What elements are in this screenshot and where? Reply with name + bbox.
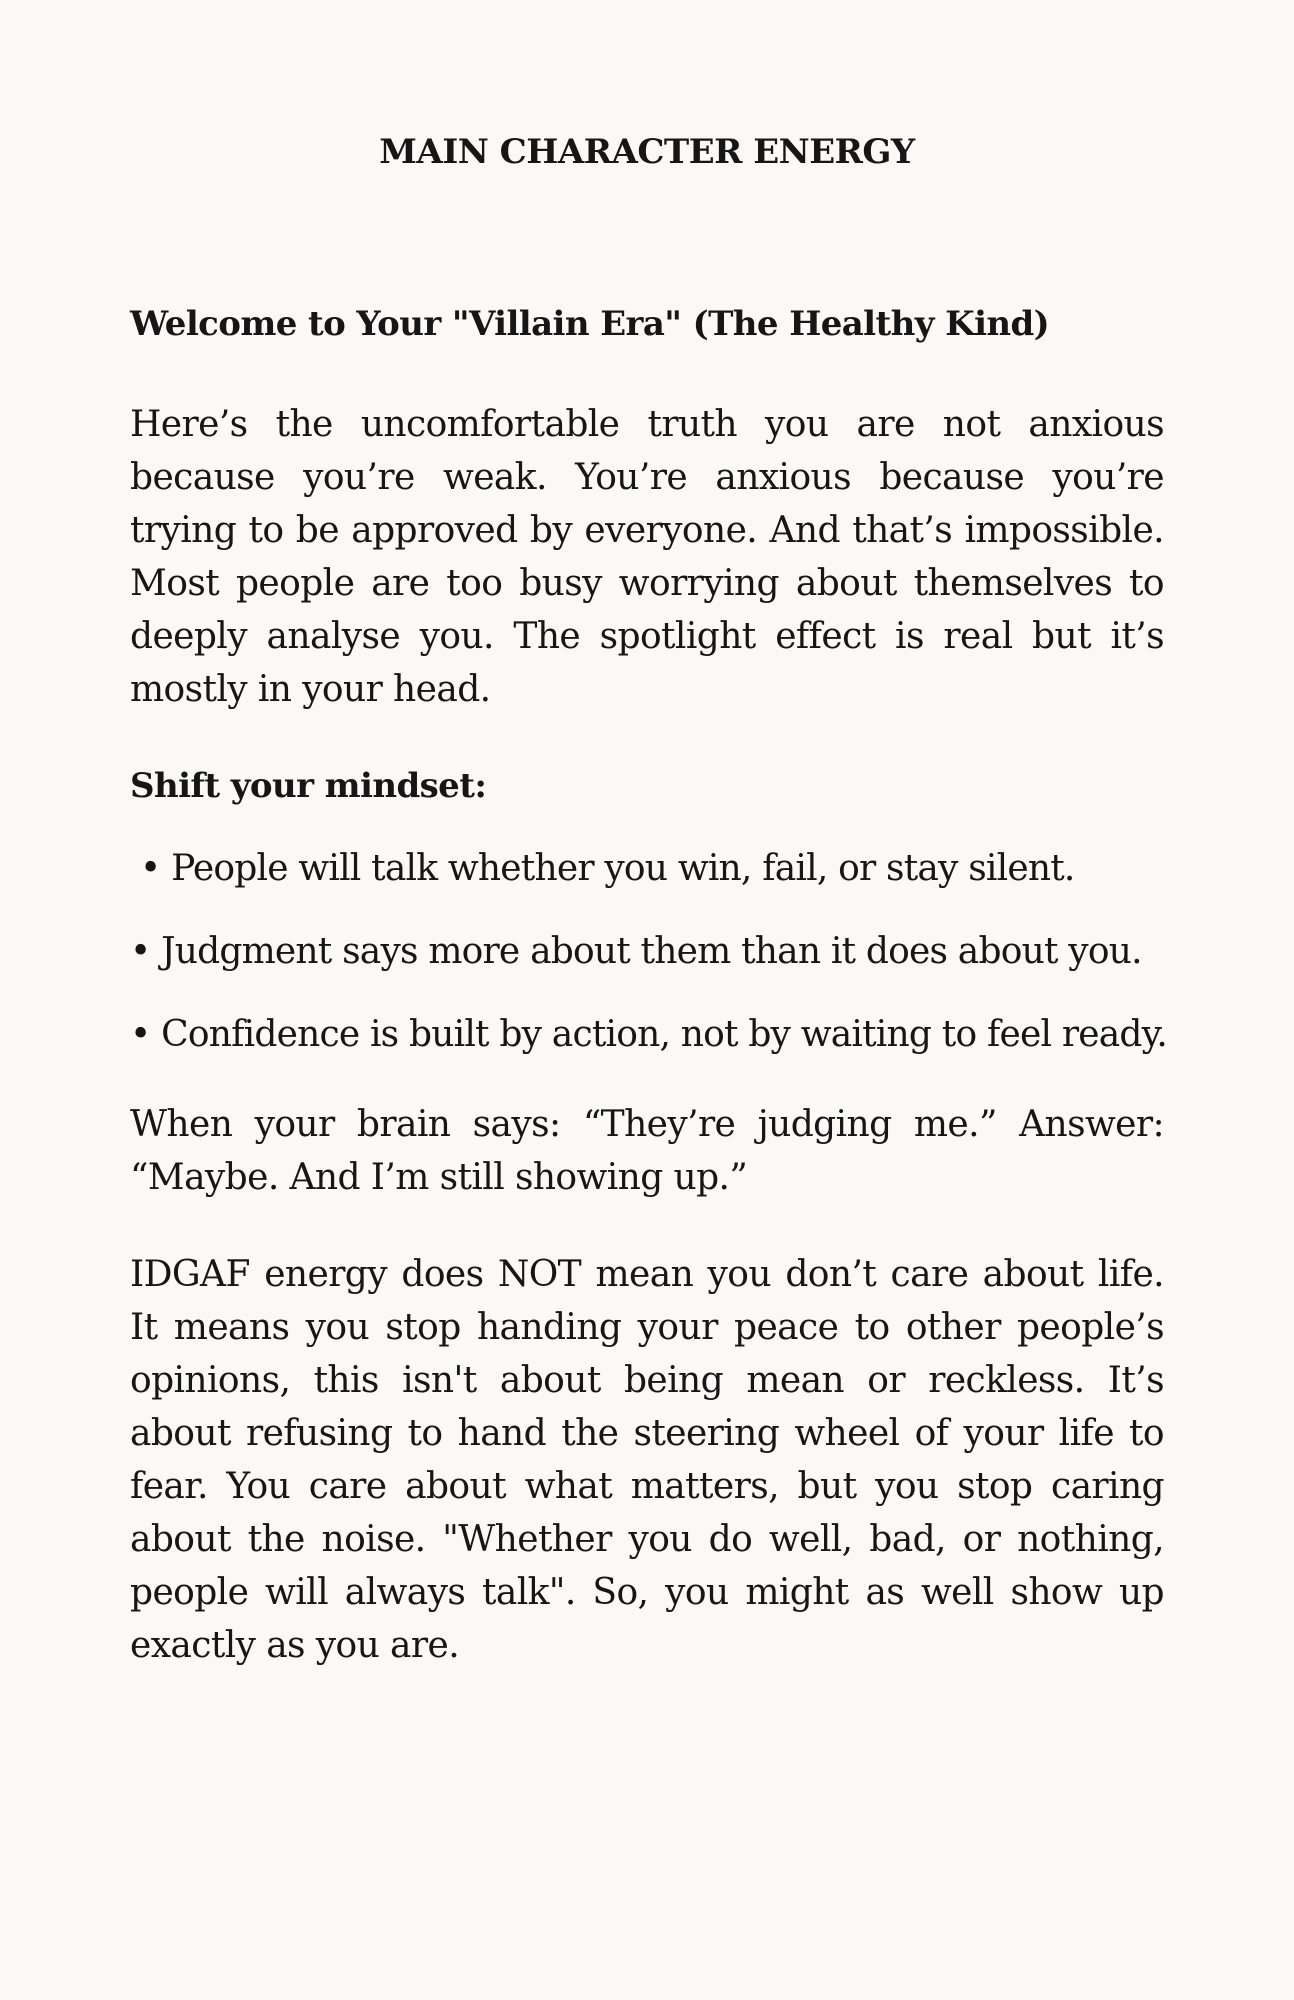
running-title: MAIN CHARACTER ENERGY [379, 132, 915, 172]
intro-paragraph: Here’s the uncomfortable truth you are not anxious because you’re weak. You’re anxious because you’re trying to be approved by everyone. And that’s impossible. Most people are too busy worrying about themselves to deeply analyse you. The spotlight effect is real but it’s mostly in your head. [130, 404, 1164, 710]
bullet-item: • People will talk whether you win, fail, or stay silent. [140, 848, 1075, 889]
mindset-heading: Shift your mindset: [130, 766, 487, 806]
brain-answer-paragraph: When your brain says: “They’re judging me.” Answer: “Maybe. And I’m still showing up.” [130, 1104, 1164, 1198]
section-title: Welcome to Your "Villain Era" (The Healthy Kind) [130, 304, 1050, 344]
closing-paragraph: IDGAF energy does NOT mean you don’t care about life. It means you stop handing your peace to other people’s opinions, this isn't about being mean or reckless. It’s about refusing to hand the steering wheel of your life to fear. You care about what matters, but you stop caring about the noise. "Whether you do well, bad, or nothing, people will always talk". So, you might as well show up exactly as you are. [130, 1254, 1164, 1666]
bullet-item: • Judgment says more about them than it does about you. [130, 931, 1142, 972]
bullet-item: • Confidence is built by action, not by waiting to feel ready. [130, 1014, 1168, 1055]
